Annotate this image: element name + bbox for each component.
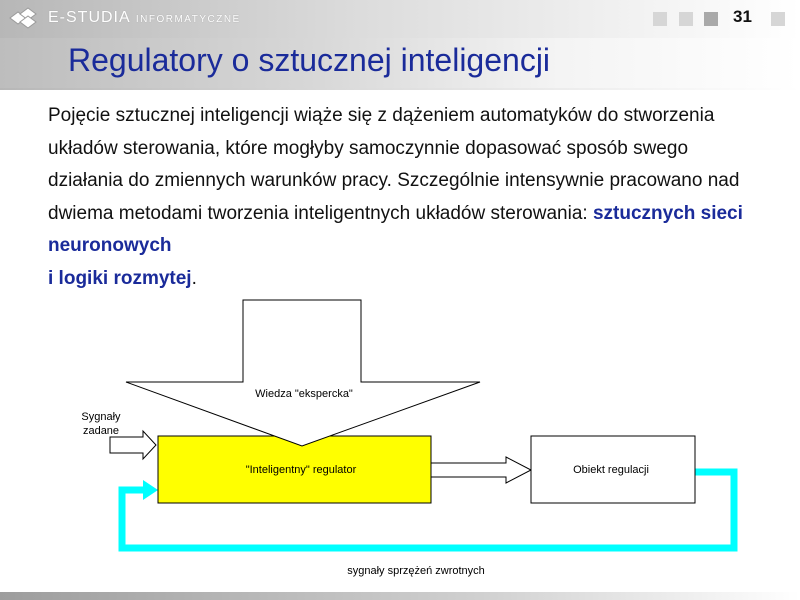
nav-square[interactable] (704, 12, 718, 26)
regulator-label: "Inteligentny" regulator (245, 464, 357, 476)
diagram-svg (0, 290, 800, 590)
brand-name (48, 9, 241, 27)
slide-title: Regulatory o sztucznej inteligencji (68, 42, 551, 78)
body-paragraph (48, 100, 768, 295)
logo-icon (6, 4, 42, 32)
nav-square[interactable] (679, 12, 693, 26)
object-label: Obiekt regulacji (573, 464, 649, 476)
expert-knowledge-arrow (126, 300, 480, 446)
nav-square[interactable] (653, 12, 667, 26)
input-label-line1: Sygnały (81, 411, 121, 423)
paragraph-text: Pojęcie sztucznej inteligencji wiąże się z dążeniem automatyków do stworzenia układów sterowania, które mogłyby samoczynnie dopasować sposób swego działania do zmiennych warunków pracy. Szczególnie intensywnie pracowano nad dwiema metodami tworzenia inteligentnych układów sterowania: (48, 105, 740, 224)
brand-sub: INFORMATYCZNE (135, 14, 241, 25)
page-number: 31 (733, 7, 752, 26)
regulator-to-object-arrow (431, 457, 531, 483)
highlight-neural-networks: sztucznych sieci neuronowych (48, 202, 743, 256)
highlight-fuzzy-logic: i logiki rozmytej (48, 267, 192, 289)
nav-square[interactable] (771, 12, 785, 26)
footer-line (0, 592, 800, 600)
input-label-line2: zadane (82, 425, 120, 437)
feedback-label: sygnały sprzężeń zwrotnych (347, 565, 485, 577)
brand-main: E-STUDIA (48, 9, 131, 26)
control-diagram (0, 290, 800, 590)
feedback-arrowhead (143, 480, 158, 500)
paragraph-end: . (191, 267, 197, 289)
expert-knowledge-label: Wiedza "ekspercka" (255, 388, 353, 400)
